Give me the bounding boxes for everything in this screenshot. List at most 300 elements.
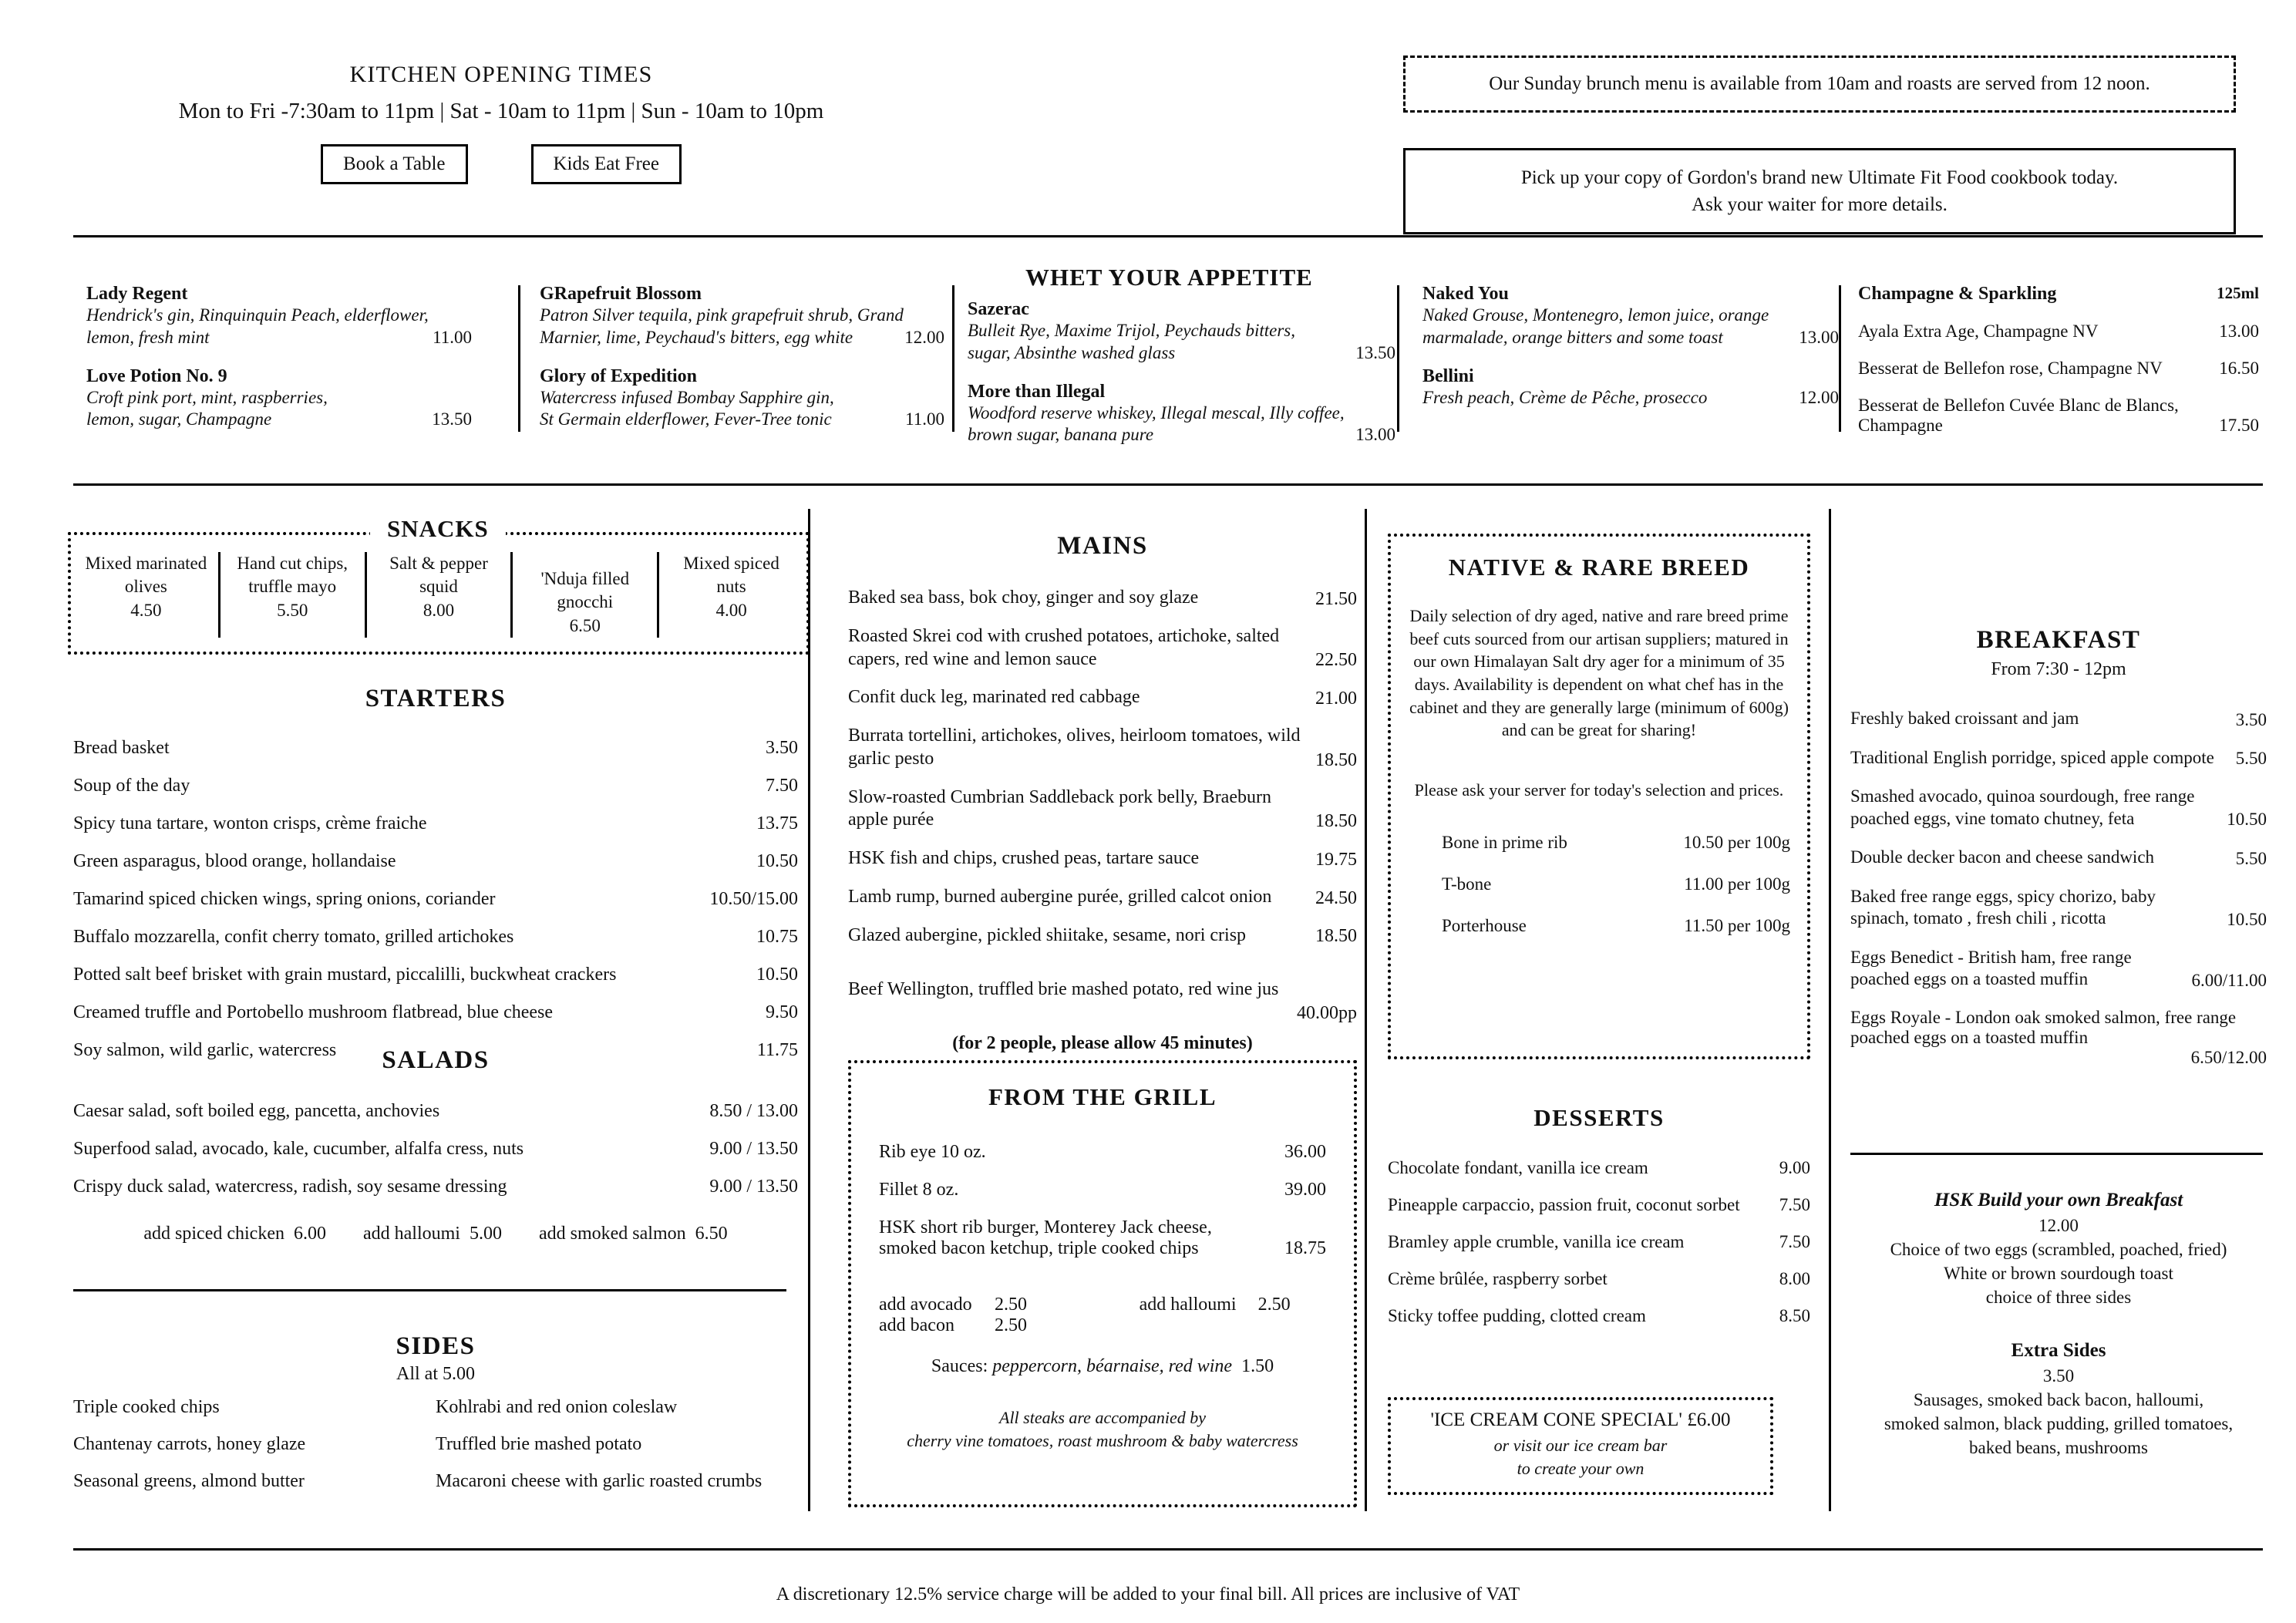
cocktail-name: GRapefruit Blossom — [540, 284, 702, 304]
item-price: 9.00 — [1779, 1158, 1810, 1177]
menu-item — [1388, 1158, 1810, 1178]
item-price: 8.50 / 13.00 — [709, 1101, 798, 1121]
cocktail-item — [540, 366, 944, 432]
native-rare-breed-box — [1388, 534, 1810, 1059]
menu-item — [1850, 947, 2267, 991]
menu-item — [848, 587, 1357, 610]
snacks-box — [68, 532, 810, 655]
beef-wellington-name: Beef Wellington, truffled brie mashed potato, red wine jus — [848, 979, 1279, 1000]
menu-item — [73, 851, 798, 872]
menu-item — [1850, 786, 2267, 830]
cocktail-desc-line-2: St Germain elderflower, Fever-Tree tonic — [540, 409, 832, 429]
cocktail-name: Bellini — [1422, 365, 1474, 386]
item-price: 9.00 / 13.50 — [709, 1139, 798, 1159]
mains-list — [848, 587, 1357, 947]
item-price: 18.50 — [1315, 926, 1357, 947]
snack-price: 6.50 — [569, 615, 601, 635]
menu-item — [73, 1139, 798, 1160]
cocktail-name: Lady Regent — [86, 284, 188, 304]
drinks-divider-4 — [1839, 285, 1841, 432]
snacks-title: SNACKS — [370, 515, 506, 543]
kitchen-opening-hours: Mon to Fri -7:30am to 11pm | Sat - 10am to 11pm | Sun - 10am to 10pm — [178, 99, 824, 123]
champagne-price: 17.50 — [2219, 416, 2259, 435]
sides-section — [73, 1332, 798, 1508]
snack-name-line-2: truffle mayo — [248, 577, 337, 597]
item-name: Rib eye 10 oz. — [879, 1142, 986, 1162]
whet-your-appetite-title: WHET YOUR APPETITE — [1025, 264, 1313, 291]
salad-addons — [73, 1224, 798, 1244]
cocktail-name: Glory of Expedition — [540, 365, 698, 386]
item-price: 10.50/15.00 — [709, 889, 798, 909]
ice-cream-special-title: 'ICE CREAM CONE SPECIAL' £6.00 — [1430, 1409, 1731, 1430]
cookbook-notice-line-1: Pick up your copy of Gordon's brand new Ultimate Fit Food cookbook today. — [1520, 167, 2119, 188]
native-description: Daily selection of dry aged, native and rare breed prime beef cuts sourced from our artisan suppliers; matured in our own Himalayan Salt dry ager for a minimum of 35 days. Availability is dependent on what chef has in the cabinet and they are generally large (minimum of 600g) and can be great for sharing! — [1409, 606, 1789, 740]
grill-footnote — [879, 1406, 1326, 1452]
grill-addon — [1085, 1295, 1291, 1315]
item-name: Bramley apple crumble, vanilla ice cream — [1388, 1232, 1685, 1251]
item-price: 21.50 — [1315, 588, 1357, 609]
cocktail-desc-line-2-row — [86, 327, 472, 349]
cocktail-item — [86, 284, 472, 349]
cocktail-desc-line-2: marmalade, orange bitters and some toast — [1422, 327, 1723, 347]
item-name: Tamarind spiced chicken wings, spring onions, coriander — [73, 889, 496, 909]
item-price: 11.50 per 100g — [1684, 915, 1790, 935]
extra-sides-block — [1850, 1338, 2267, 1460]
kitchen-opening-title: KITCHEN OPENING TIMES — [349, 62, 653, 87]
breakfast-subtitle: From 7:30 - 12pm — [1991, 659, 2126, 679]
item-name: Chocolate fondant, vanilla ice cream — [1388, 1158, 1648, 1177]
sauces-text: peppercorn, béarnaise, red wine — [992, 1356, 1233, 1376]
addon-price: 2.50 — [1257, 1295, 1291, 1315]
snack-name-line-1: Mixed spiced — [683, 554, 779, 573]
menu-item — [1388, 1232, 1810, 1252]
cocktail-column-1 — [86, 284, 472, 448]
item-price: 10.50 — [2227, 909, 2267, 929]
champagne-name: Besserat de Bellefon rose, Champagne NV — [1858, 359, 2163, 378]
champagne-name: Ayala Extra Age, Champagne NV — [1858, 322, 2099, 341]
native-cuts-list — [1408, 833, 1790, 936]
snack-item — [74, 552, 221, 638]
salads-title: SALADS — [382, 1046, 490, 1074]
salad-addon — [363, 1224, 502, 1244]
cocktail-desc-line-2: brown sugar, banana pure — [968, 425, 1154, 445]
side-item: Truffled brie mashed potato — [436, 1434, 642, 1454]
cocktail-item — [1422, 284, 1839, 349]
item-name: Eggs Benedict - British ham, free range poached eggs on a toasted muffin — [1850, 947, 2132, 989]
cookbook-notice — [1403, 148, 2236, 234]
side-item: Macaroni cheese with garlic roasted crumbs — [436, 1471, 763, 1491]
sides-subtitle: All at 5.00 — [396, 1364, 475, 1384]
champagne-title: Champagne & Sparkling — [1858, 284, 2057, 304]
snacks-grid — [74, 552, 803, 638]
snack-name-line-2: nuts — [716, 577, 746, 597]
item-price: 18.75 — [1284, 1238, 1326, 1258]
divider-mid — [73, 483, 2263, 486]
item-price: 10.75 — [756, 927, 798, 947]
kids-eat-free-button[interactable]: Kids Eat Free — [531, 144, 682, 184]
side-item: Triple cooked chips — [73, 1397, 220, 1417]
cocktail-desc-line-1: Watercress infused Bombay Sapphire gin, — [540, 387, 834, 407]
menu-item — [73, 889, 798, 910]
cocktail-desc-line-2-row — [540, 409, 944, 431]
champagne-item — [1858, 396, 2259, 436]
salads-section — [73, 1046, 798, 1244]
drinks-divider-2 — [952, 285, 954, 432]
item-price: 11.75 — [756, 1040, 798, 1060]
champagne-measure: 125ml — [2217, 284, 2259, 302]
cocktail-desc-line-2-row — [540, 327, 944, 349]
item-name: Soup of the day — [73, 776, 190, 796]
cocktail-desc-line-1: Fresh peach, Crème de Pêche, prosecco — [1422, 387, 1708, 407]
service-charge-footer: A discretionary 12.5% service charge will be added to your final bill. All prices are inclusive of VAT — [776, 1584, 1520, 1604]
cocktail-desc-line-2-row — [968, 424, 1395, 446]
item-name: Roasted Skrei cod with crushed potatoes, artichoke, salted capers, red wine and lemon sauce — [848, 625, 1280, 669]
addon-price: 2.50 — [995, 1295, 1027, 1315]
drinks-divider-3 — [1397, 285, 1399, 432]
desserts-list — [1388, 1158, 1810, 1326]
cocktail-desc-line-2: sugar, Absinthe washed glass — [968, 342, 1176, 362]
snack-name-line-2: olives — [124, 577, 167, 597]
item-price: 3.50 — [766, 738, 798, 758]
menu-item — [848, 847, 1357, 870]
cocktail-desc-line-2-row — [1422, 327, 1839, 349]
starters-list — [73, 738, 798, 1061]
breakfast-list — [1850, 708, 2267, 1068]
menu-item — [73, 1177, 798, 1197]
side-item: Chantenay carrots, honey glaze — [73, 1434, 306, 1454]
cookbook-notice-line-2: Ask your waiter for more details. — [1692, 194, 1948, 215]
cocktail-desc-line-2-row — [968, 342, 1395, 365]
cocktail-desc-line-2: lemon, sugar, Champagne — [86, 409, 272, 429]
addon-label: add halloumi — [1139, 1295, 1237, 1315]
menu-item — [73, 927, 798, 948]
from-the-grill-title: FROM THE GRILL — [988, 1083, 1217, 1110]
item-name: Bread basket — [73, 738, 170, 758]
grill-addon — [879, 1315, 1085, 1336]
sauces-price: 1.50 — [1241, 1356, 1274, 1376]
item-name: Traditional English porridge, spiced apple compote — [1850, 747, 2214, 767]
menu-item — [1850, 708, 2267, 730]
divider-salads-sides — [73, 1289, 786, 1291]
snack-item — [221, 552, 367, 638]
grill-addon-row — [879, 1315, 1326, 1336]
item-name: Green asparagus, blood orange, hollandaise — [73, 851, 396, 871]
beef-wellington-price: 40.00pp — [1297, 1003, 1357, 1024]
extra-sides-price: 3.50 — [2042, 1365, 2075, 1386]
item-name: Porterhouse — [1442, 915, 1527, 935]
item-price: 7.50 — [1779, 1232, 1810, 1251]
item-price: 36.00 — [1284, 1142, 1326, 1162]
from-the-grill-box — [848, 1060, 1357, 1507]
extra-sides-line-2: smoked salmon, black pudding, grilled tomatoes, — [1884, 1413, 2234, 1433]
item-name: Potted salt beef brisket with grain mustard, piccalilli, buckwheat crackers — [73, 965, 617, 985]
addon-label: add avocado — [879, 1295, 972, 1315]
addon-label: add spiced chicken — [143, 1224, 284, 1244]
item-name: Freshly baked croissant and jam — [1850, 709, 2079, 728]
item-name: Spicy tuna tartare, wonton crisps, crème fraiche — [73, 813, 427, 833]
item-price: 10.50 per 100g — [1683, 832, 1790, 852]
cocktail-desc-line-1: Patron Silver tequila, pink grapefruit shrub, Grand — [540, 305, 904, 325]
menu-item — [1850, 747, 2267, 769]
menu-item — [73, 776, 798, 796]
cocktail-desc-line-2: Marnier, lime, Peychaud's bitters, egg white — [540, 327, 853, 347]
item-name: HSK short rib burger, Monterey Jack cheese, smoked bacon ketchup, triple cooked chips — [879, 1217, 1212, 1258]
snack-name-line-2: gnocchi — [557, 592, 614, 612]
ice-cream-special-note — [1399, 1434, 1762, 1480]
item-name: Baked free range eggs, spicy chorizo, baby spinach, tomato , fresh chili , ricotta — [1850, 886, 2156, 928]
item-name: Bone in prime rib — [1442, 832, 1567, 852]
beef-wellington-block — [848, 979, 1357, 1054]
item-price: 10.50 — [2227, 810, 2267, 830]
grill-list — [879, 1142, 1326, 1259]
snack-price: 5.50 — [277, 600, 308, 620]
item-price: 21.00 — [1315, 689, 1357, 709]
champagne-price: 16.50 — [2219, 359, 2259, 378]
champagne-price: 13.00 — [2219, 322, 2259, 341]
body-divider-3 — [1829, 509, 1831, 1511]
item-name: Baked sea bass, bok choy, ginger and soy glaze — [848, 588, 1199, 608]
item-name: Slow-roasted Cumbrian Saddleback pork belly, Braeburn apple purée — [848, 786, 1271, 830]
cocktail-item — [968, 299, 1395, 365]
menu-item — [848, 886, 1357, 909]
grill-sauces — [879, 1356, 1326, 1377]
side-item: Seasonal greens, almond butter — [73, 1471, 305, 1491]
item-price: 7.50 — [766, 776, 798, 796]
addon-price: 2.50 — [995, 1315, 1027, 1335]
build-line-3: choice of three sides — [1985, 1287, 2132, 1307]
mains-title: MAINS — [1057, 532, 1148, 560]
item-price: 6.00/11.00 — [2191, 970, 2267, 990]
menu-item — [73, 1002, 798, 1023]
native-ask-server: Please ask your server for today's selection and prices. — [1414, 780, 1784, 800]
desserts-section — [1388, 1104, 1810, 1343]
breakfast-section — [1850, 626, 2267, 1068]
sides-col-left — [73, 1397, 436, 1508]
item-name: HSK fish and chips, crushed peas, tartare sauce — [848, 848, 1200, 868]
grill-addon-row — [879, 1295, 1326, 1315]
menu-item — [848, 686, 1357, 709]
cocktail-item — [540, 284, 944, 349]
snack-name-line-2: squid — [419, 577, 458, 597]
item-price: 22.50 — [1315, 650, 1357, 671]
cocktail-desc-line-2: lemon, fresh mint — [86, 327, 210, 347]
item-name: Creamed truffle and Portobello mushroom flatbread, blue cheese — [73, 1002, 554, 1022]
menu-item — [1850, 886, 2267, 930]
kitchen-opening-block — [116, 62, 887, 184]
item-name: Eggs Royale - London oak smoked salmon, free range poached eggs on a toasted muffin — [1850, 1007, 2237, 1047]
snack-item — [513, 552, 659, 638]
item-price: 39.00 — [1284, 1180, 1326, 1200]
snack-item — [659, 552, 803, 638]
menu-item — [1850, 847, 2267, 869]
addon-label: add halloumi — [362, 1224, 460, 1244]
snack-price: 8.00 — [423, 600, 455, 620]
cocktail-item — [968, 382, 1395, 447]
cocktail-price: 13.50 — [1355, 342, 1395, 362]
addon-price: 6.50 — [695, 1224, 728, 1244]
champagne-column — [1858, 284, 2259, 453]
cocktail-price: 13.00 — [1799, 327, 1839, 347]
salad-addon — [539, 1224, 728, 1244]
menu-item — [73, 1101, 798, 1122]
build-line-1: Choice of two eggs (scrambled, poached, fried) — [1890, 1239, 2227, 1259]
build-price: 12.00 — [2038, 1215, 2079, 1235]
menu-item — [1388, 1306, 1810, 1326]
menu-item — [879, 1180, 1326, 1200]
item-name: Pineapple carpaccio, passion fruit, coconut sorbet — [1388, 1195, 1740, 1214]
cocktail-desc-line-2-row — [86, 409, 472, 431]
menu-item — [848, 924, 1357, 948]
menu-item — [73, 965, 798, 985]
item-price: 13.75 — [756, 813, 798, 833]
menu-item — [848, 725, 1357, 771]
item-name: Soy salmon, wild garlic, watercress — [73, 1040, 337, 1060]
item-name: Crème brûlée, raspberry sorbet — [1388, 1269, 1608, 1288]
sunday-brunch-notice: Our Sunday brunch menu is available from 10am and roasts are served from 12 noon. — [1403, 56, 2236, 113]
cocktail-price: 12.00 — [904, 327, 944, 347]
item-price: 8.50 — [1779, 1306, 1810, 1325]
menu-item — [848, 786, 1357, 833]
champagne-item — [1858, 359, 2259, 379]
item-name: Buffalo mozzarella, confit cherry tomato, grilled artichokes — [73, 927, 514, 947]
sides-grid — [73, 1397, 798, 1508]
drinks-divider-1 — [518, 285, 520, 432]
item-name: Caesar salad, soft boiled egg, pancetta, anchovies — [73, 1101, 440, 1121]
grill-footnote-line-2: cherry vine tomatoes, roast mushroom & baby watercress — [907, 1430, 1298, 1450]
desserts-title: DESSERTS — [1533, 1104, 1665, 1131]
native-rare-breed-title: NATIVE & RARE BREED — [1448, 554, 1750, 581]
divider-top — [73, 235, 2263, 237]
salads-list — [73, 1101, 798, 1197]
cocktail-desc-line-1: Hendrick's gin, Rinquinquin Peach, elderflower, — [86, 305, 429, 325]
snack-name-line-1: Mixed marinated — [85, 554, 207, 573]
grill-footnote-line-1: All steaks are accompanied by — [999, 1408, 1206, 1427]
menu-item — [1388, 1195, 1810, 1215]
cocktail-name: Love Potion No. 9 — [86, 365, 227, 386]
addon-price: 5.00 — [469, 1224, 502, 1244]
item-price: 9.00 / 13.50 — [709, 1177, 798, 1197]
ice-cream-special-box — [1388, 1397, 1773, 1495]
item-name: Superfood salad, avocado, kale, cucumber, alfalfa cress, nuts — [73, 1139, 524, 1159]
champagne-name: Besserat de Bellefon Cuvée Blanc de Blancs, Champagne — [1858, 396, 2179, 435]
menu-item — [1850, 1008, 2267, 1068]
item-price: 8.00 — [1779, 1269, 1810, 1288]
starters-section — [73, 685, 798, 1078]
cocktail-name: Sazerac — [968, 299, 1029, 319]
cocktail-desc-line-1-row — [1422, 387, 1839, 409]
menu-item — [1442, 833, 1790, 853]
cocktail-column-2 — [540, 284, 944, 448]
cocktail-column-4 — [1422, 284, 1839, 426]
snack-price: 4.00 — [715, 600, 747, 620]
cocktail-price: 11.00 — [433, 327, 472, 347]
item-price: 5.50 — [2235, 749, 2267, 769]
header-buttons — [116, 144, 887, 184]
item-name: Glazed aubergine, pickled shiitake, sesame, nori crisp — [848, 924, 1247, 945]
side-item: Kohlrabi and red onion coleslaw — [436, 1397, 678, 1417]
item-price: 6.50/12.00 — [2190, 1047, 2267, 1067]
item-price: 3.50 — [2235, 709, 2267, 729]
cocktail-desc-line-1: Naked Grouse, Montenegro, lemon juice, orange — [1422, 305, 1769, 325]
addon-label: add bacon — [879, 1315, 954, 1335]
snack-name-line-1: 'Nduja filled — [540, 569, 630, 588]
cocktail-item — [1422, 366, 1839, 409]
cocktail-price: 13.50 — [432, 409, 472, 429]
item-name: Double decker bacon and cheese sandwich — [1850, 847, 2155, 867]
cocktail-name: Naked You — [1422, 284, 1509, 304]
item-price: 19.75 — [1315, 849, 1357, 870]
item-name: Crispy duck salad, watercress, radish, soy sesame dressing — [73, 1177, 507, 1197]
cocktail-item — [86, 366, 472, 432]
menu-item — [1442, 874, 1790, 894]
item-price: 5.50 — [2235, 848, 2267, 868]
cocktail-desc-line-1: Woodford reserve whiskey, Illegal mescal, Illy coffee, — [968, 402, 1345, 423]
menu-item — [1442, 916, 1790, 936]
ice-cream-note-line-1: or visit our ice cream bar — [1493, 1436, 1668, 1455]
cocktail-desc-line-1: Croft pink port, mint, raspberries, — [86, 387, 328, 407]
book-a-table-button[interactable]: Book a Table — [321, 144, 467, 184]
sides-col-right — [436, 1397, 798, 1508]
divider-breakfast — [1850, 1153, 2263, 1155]
snack-item — [367, 552, 513, 638]
build-line-2: White or brown sourdough toast — [1944, 1263, 2173, 1283]
item-price: 9.50 — [766, 1002, 798, 1022]
item-name: Lamb rump, burned aubergine purée, grilled calcot onion — [848, 886, 1272, 907]
ice-cream-note-line-2: to create your own — [1517, 1458, 1645, 1478]
item-name: T-bone — [1442, 874, 1492, 894]
cocktail-desc-line-1: Bulleit Rye, Maxime Trijol, Peychauds bitters, — [968, 321, 1295, 340]
cocktail-column-3 — [968, 299, 1395, 463]
extra-sides-line-1: Sausages, smoked back bacon, halloumi, — [1913, 1389, 2204, 1409]
grill-addons — [879, 1295, 1326, 1336]
snack-name-line-1: Hand cut chips, — [237, 554, 348, 573]
item-name: Fillet 8 oz. — [879, 1180, 959, 1200]
menu-item — [848, 625, 1357, 672]
champagne-header — [1858, 284, 2259, 305]
snack-name-line-1: Salt & pepper — [389, 554, 488, 573]
cocktail-price: 13.00 — [1355, 425, 1395, 445]
item-price: 24.50 — [1315, 887, 1357, 908]
cocktail-name: More than Illegal — [968, 381, 1106, 402]
cocktail-price: 11.00 — [905, 409, 944, 429]
champagne-item — [1858, 322, 2259, 342]
menu-item — [73, 813, 798, 834]
build-title: HSK Build your own Breakfast — [1934, 1190, 2183, 1211]
build-your-own-breakfast — [1850, 1187, 2267, 1309]
beef-wellington-note: (for 2 people, please allow 45 minutes) — [952, 1033, 1253, 1054]
snack-price: 4.50 — [130, 600, 162, 620]
body-divider-2 — [1365, 509, 1367, 1511]
item-name: Confit duck leg, marinated red cabbage — [848, 687, 1140, 708]
menu-item — [879, 1217, 1326, 1259]
extra-sides-line-3: baked beans, mushrooms — [1969, 1437, 2148, 1457]
divider-bottom — [73, 1548, 2263, 1551]
menu-item — [1388, 1269, 1810, 1289]
sauces-label: Sauces: — [931, 1356, 988, 1376]
menu-item — [73, 738, 798, 759]
sides-title: SIDES — [396, 1332, 476, 1360]
mains-section — [848, 532, 1357, 1054]
item-price: 10.50 — [756, 965, 798, 985]
salad-addon — [143, 1224, 326, 1244]
addon-price: 6.00 — [293, 1224, 326, 1244]
grill-addon — [879, 1295, 1085, 1315]
body-divider-1 — [808, 509, 810, 1511]
starters-title: STARTERS — [365, 685, 507, 712]
addon-label: add smoked salmon — [538, 1224, 686, 1244]
item-name: Burrata tortellini, artichokes, olives, heirloom tomatoes, wild garlic pesto — [848, 726, 1301, 769]
item-price: 10.50 — [756, 851, 798, 871]
